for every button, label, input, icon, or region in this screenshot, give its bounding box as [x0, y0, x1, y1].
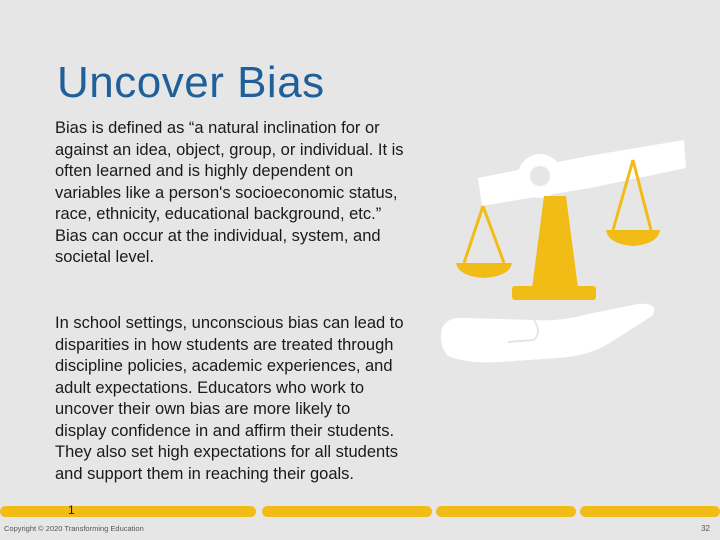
open-hand [441, 304, 654, 363]
scale-base [512, 286, 596, 300]
bias-definition-paragraph: Bias is defined as “a natural inclination for or against an idea, object, group, or individual. It is often learned and is highly dependent on variables like a person's socioeconomic status, race, ethnicity, educational background, etc.” Bias can occur at the individual, system, and societal level. [55, 119, 404, 266]
scale-pillar [532, 196, 578, 288]
scale-on-hand-icon [438, 118, 720, 398]
left-pan [456, 263, 512, 278]
slide-title: Uncover Bias [57, 58, 325, 107]
scale-beam [478, 140, 686, 206]
footer-segment [580, 506, 720, 517]
footer-segment [262, 506, 432, 517]
school-settings-paragraph: In school settings, unconscious bias can lead to disparities in how students are treated through discipline policies, academic experiences, and adult expectations. Educators who work to uncover their own bias are more likely to display confidence in and affirm their students. They also set high expectations for all students and support them in reaching their goals. [55, 314, 404, 483]
footer-segment [0, 506, 256, 517]
footer-segment-number: 1 [68, 503, 75, 517]
page-number: 32 [701, 524, 710, 533]
footer-bar [0, 503, 720, 520]
footer-segment [436, 506, 576, 517]
copyright-text: Copyright © 2020 Transforming Education [4, 524, 144, 533]
right-pan [606, 230, 660, 246]
